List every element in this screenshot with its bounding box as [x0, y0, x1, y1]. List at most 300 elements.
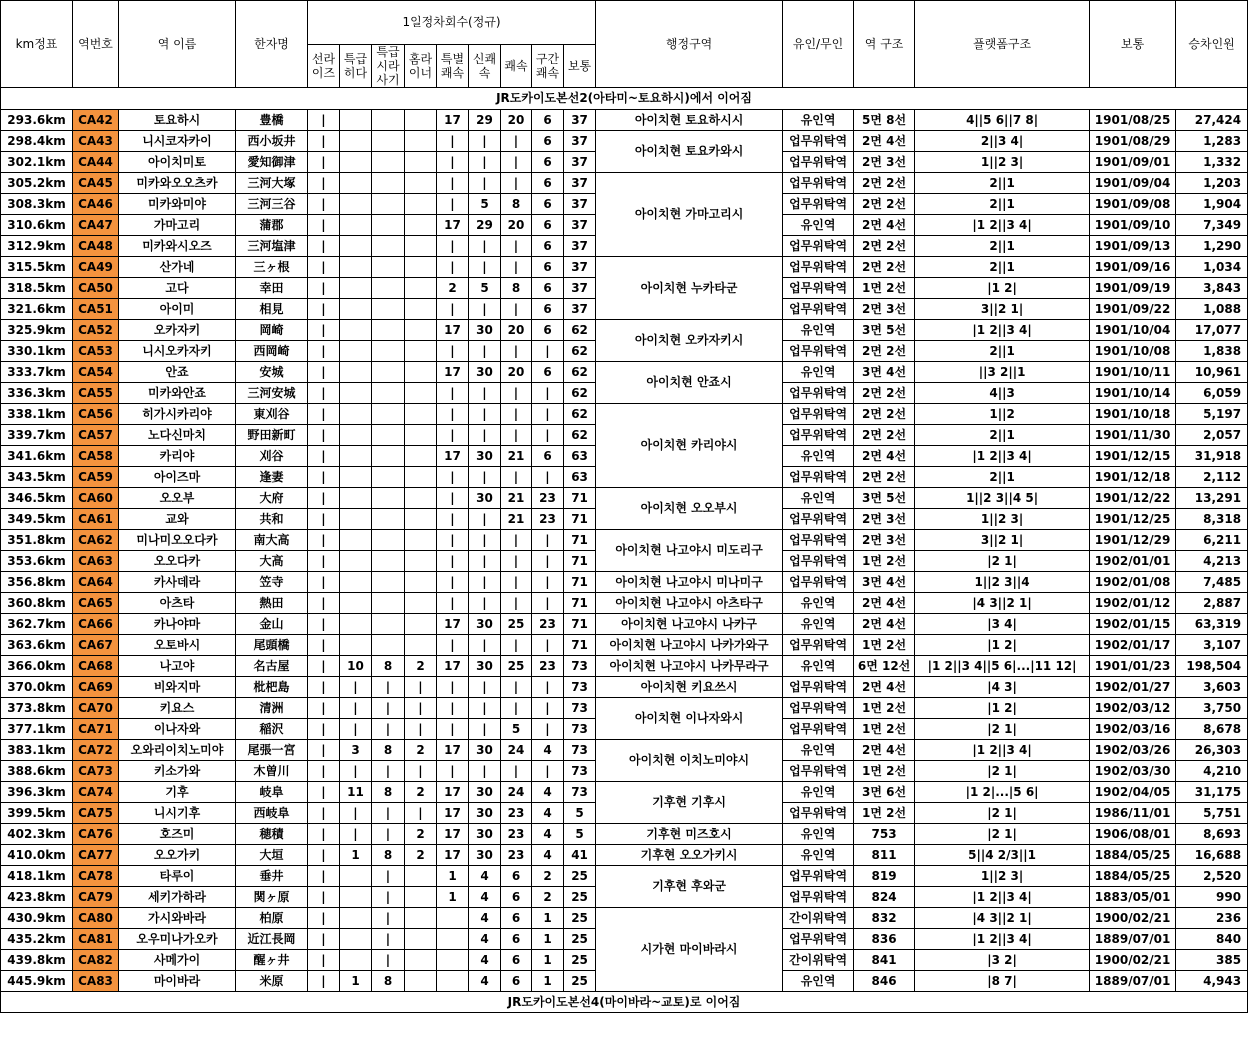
stop-count: 6 — [532, 152, 564, 173]
stop-count: | — [308, 320, 340, 341]
ridership: 840 — [1176, 929, 1248, 950]
opened-date: 1902/01/17 — [1090, 635, 1176, 656]
admin-area: 아이치현 안죠시 — [596, 362, 783, 404]
platform-layout: 2||1 — [915, 236, 1090, 257]
stop-count — [340, 509, 372, 530]
station-hanja: 蒲郡 — [236, 215, 308, 236]
stop-count — [372, 635, 405, 656]
stop-count: | — [308, 173, 340, 194]
section-top-note: JR도카이도본선2(아타미~토요하시)에서 이어짐 — [1, 88, 1248, 110]
stop-count — [405, 215, 437, 236]
station-hanja: 三ヶ根 — [236, 257, 308, 278]
stop-count — [372, 152, 405, 173]
stop-count — [340, 299, 372, 320]
stop-count — [405, 404, 437, 425]
stop-count: | — [469, 404, 501, 425]
stop-count — [372, 488, 405, 509]
station-code: CA61 — [73, 509, 119, 530]
stop-count: 4 — [469, 908, 501, 929]
stop-count: 6 — [532, 236, 564, 257]
station-row — [1, 677, 1248, 698]
ridership: 4,943 — [1176, 971, 1248, 992]
stop-count: | — [308, 677, 340, 698]
km-cell: 305.2km — [1, 173, 73, 194]
station-row — [1, 656, 1248, 677]
station-hanja: 三河大塚 — [236, 173, 308, 194]
station-hanja: 岐阜 — [236, 782, 308, 803]
station-name: 히가시카리야 — [119, 404, 236, 425]
ridership: 990 — [1176, 887, 1248, 908]
platform-layout: 1||2 3| — [915, 866, 1090, 887]
station-row — [1, 698, 1248, 719]
station-hanja: 垂井 — [236, 866, 308, 887]
stop-count: | — [532, 467, 564, 488]
stop-count: | — [469, 173, 501, 194]
stop-count: | — [437, 488, 469, 509]
station-code: CA60 — [73, 488, 119, 509]
admin-area: 시가현 마이바라시 — [596, 908, 783, 992]
station-name: 고다 — [119, 278, 236, 299]
platform-layout: 1||2 3||4 — [915, 572, 1090, 593]
station-code: CA69 — [73, 677, 119, 698]
stop-count — [340, 572, 372, 593]
stop-count — [405, 551, 437, 572]
km-cell: 325.9km — [1, 320, 73, 341]
staffed-type: 유인역 — [783, 656, 854, 677]
stop-count — [372, 173, 405, 194]
stop-count: 5 — [469, 278, 501, 299]
stop-count: | — [469, 677, 501, 698]
stop-count: 37 — [564, 194, 596, 215]
stop-count: 62 — [564, 320, 596, 341]
platform-layout: 4||5 6||7 8| — [915, 110, 1090, 131]
stop-count: 37 — [564, 173, 596, 194]
stop-count — [340, 278, 372, 299]
platform-layout: |1 2||3 4| — [915, 887, 1090, 908]
stop-count — [405, 278, 437, 299]
km-cell: 298.4km — [1, 131, 73, 152]
station-hanja: 醒ヶ井 — [236, 950, 308, 971]
ridership: 5,751 — [1176, 803, 1248, 824]
stop-count — [405, 425, 437, 446]
stop-count: | — [501, 530, 532, 551]
station-name: 미카와안죠 — [119, 383, 236, 404]
stop-count — [405, 887, 437, 908]
station-structure: 3면 4선 — [854, 572, 915, 593]
stop-count: 30 — [469, 656, 501, 677]
stop-count: | — [340, 677, 372, 698]
station-hanja: 尾頭橋 — [236, 635, 308, 656]
header-stop-type: 쾌속 — [501, 45, 532, 88]
station-name: 가시와바라 — [119, 908, 236, 929]
ridership: 1,290 — [1176, 236, 1248, 257]
station-code: CA64 — [73, 572, 119, 593]
stop-count — [437, 908, 469, 929]
stop-count: 2 — [405, 656, 437, 677]
stop-count: | — [469, 236, 501, 257]
stop-count — [372, 509, 405, 530]
staffed-type: 업무위탁역 — [783, 173, 854, 194]
station-structure: 824 — [854, 887, 915, 908]
stop-count — [437, 929, 469, 950]
stop-count: | — [532, 761, 564, 782]
km-cell: 383.1km — [1, 740, 73, 761]
station-row — [1, 131, 1248, 152]
admin-area: 아이치현 나고야시 미도리구 — [596, 530, 783, 572]
station-hanja: 岡崎 — [236, 320, 308, 341]
stop-count: | — [469, 551, 501, 572]
station-structure: 811 — [854, 845, 915, 866]
stop-count: | — [372, 929, 405, 950]
stop-count: 71 — [564, 635, 596, 656]
stop-count: | — [469, 761, 501, 782]
opened-date: 1901/12/29 — [1090, 530, 1176, 551]
opened-date: 1901/09/22 — [1090, 299, 1176, 320]
stop-count: 8 — [501, 278, 532, 299]
stop-count: | — [308, 530, 340, 551]
stop-count: 1 — [532, 971, 564, 992]
station-code: CA48 — [73, 236, 119, 257]
opened-date: 1901/10/18 — [1090, 404, 1176, 425]
station-hanja: 西岡崎 — [236, 341, 308, 362]
stop-count: 8 — [372, 971, 405, 992]
stop-count: 37 — [564, 278, 596, 299]
stop-count: | — [372, 950, 405, 971]
stop-count — [372, 383, 405, 404]
stop-count: | — [308, 341, 340, 362]
platform-layout: |3 2| — [915, 950, 1090, 971]
station-code: CA44 — [73, 152, 119, 173]
station-hanja: 関ヶ原 — [236, 887, 308, 908]
stop-count — [340, 530, 372, 551]
km-cell: 363.6km — [1, 635, 73, 656]
stop-count: 17 — [437, 446, 469, 467]
station-name: 미카와시오즈 — [119, 236, 236, 257]
staffed-type: 업무위탁역 — [783, 341, 854, 362]
stop-count: 17 — [437, 740, 469, 761]
platform-layout: 2||1 — [915, 467, 1090, 488]
station-structure: 5면 8선 — [854, 110, 915, 131]
stop-count: 30 — [469, 446, 501, 467]
stop-count: 62 — [564, 425, 596, 446]
platform-layout: 3||2 1| — [915, 299, 1090, 320]
station-name: 오토바시 — [119, 635, 236, 656]
stop-count: | — [405, 803, 437, 824]
stop-count — [372, 194, 405, 215]
stop-count: | — [437, 530, 469, 551]
stop-count: | — [308, 278, 340, 299]
stop-count — [340, 341, 372, 362]
station-structure: 1면 2선 — [854, 761, 915, 782]
km-cell: 373.8km — [1, 698, 73, 719]
stop-count — [405, 635, 437, 656]
ridership: 3,107 — [1176, 635, 1248, 656]
header-km: km정표 — [1, 1, 73, 88]
station-structure: 846 — [854, 971, 915, 992]
stop-count: 73 — [564, 719, 596, 740]
stop-count: 73 — [564, 698, 596, 719]
opened-date: 1902/01/27 — [1090, 677, 1176, 698]
station-code: CA72 — [73, 740, 119, 761]
km-cell: 343.5km — [1, 467, 73, 488]
stop-count — [340, 488, 372, 509]
stop-count: 24 — [501, 782, 532, 803]
stop-count — [340, 866, 372, 887]
stop-count: | — [437, 173, 469, 194]
staffed-type: 업무위탁역 — [783, 572, 854, 593]
stop-count — [340, 929, 372, 950]
ridership: 236 — [1176, 908, 1248, 929]
opened-date: 1902/03/16 — [1090, 719, 1176, 740]
stop-count: | — [405, 698, 437, 719]
ridership: 17,077 — [1176, 320, 1248, 341]
platform-layout: |1 2| — [915, 635, 1090, 656]
header-riders: 승차인원 — [1176, 1, 1248, 88]
stop-count — [372, 551, 405, 572]
ridership: 8,678 — [1176, 719, 1248, 740]
stop-count: | — [437, 761, 469, 782]
station-name: 아이치미토 — [119, 152, 236, 173]
ridership: 27,424 — [1176, 110, 1248, 131]
stop-count: 20 — [501, 362, 532, 383]
station-structure: 3면 5선 — [854, 488, 915, 509]
stop-count: | — [372, 698, 405, 719]
stop-count: | — [501, 404, 532, 425]
stop-count: | — [437, 152, 469, 173]
station-structure: 2면 3선 — [854, 509, 915, 530]
admin-area: 기후현 미즈호시 — [596, 824, 783, 845]
station-structure: 1면 2선 — [854, 551, 915, 572]
stop-count — [405, 866, 437, 887]
stop-count: 63 — [564, 467, 596, 488]
stop-count: | — [308, 152, 340, 173]
ridership: 3,843 — [1176, 278, 1248, 299]
staffed-type: 유인역 — [783, 824, 854, 845]
station-code: CA66 — [73, 614, 119, 635]
stop-count: | — [501, 698, 532, 719]
admin-area: 아이치현 토요하시시 — [596, 110, 783, 131]
station-name: 기후 — [119, 782, 236, 803]
km-cell: 353.6km — [1, 551, 73, 572]
platform-layout: |2 1| — [915, 803, 1090, 824]
stop-count: 6 — [501, 887, 532, 908]
station-name: 마이바라 — [119, 971, 236, 992]
stop-count: 21 — [501, 446, 532, 467]
admin-area: 아이치현 나고야시 나카구 — [596, 614, 783, 635]
stop-count: 23 — [501, 803, 532, 824]
stop-count: | — [532, 593, 564, 614]
stop-count: | — [308, 929, 340, 950]
stop-count: | — [372, 803, 405, 824]
stop-count — [340, 320, 372, 341]
km-cell: 308.3km — [1, 194, 73, 215]
opened-date: 1902/03/30 — [1090, 761, 1176, 782]
admin-area: 아이치현 나고야시 나카무라구 — [596, 656, 783, 677]
stop-count: | — [340, 698, 372, 719]
staffed-type: 유인역 — [783, 614, 854, 635]
ridership: 1,904 — [1176, 194, 1248, 215]
admin-area: 아이치현 키요쓰시 — [596, 677, 783, 698]
station-name: 키요스 — [119, 698, 236, 719]
stop-count — [372, 236, 405, 257]
opened-date: 1901/09/08 — [1090, 194, 1176, 215]
staffed-type: 업무위탁역 — [783, 152, 854, 173]
station-hanja: 名古屋 — [236, 656, 308, 677]
stop-count: | — [532, 383, 564, 404]
stop-count: 73 — [564, 761, 596, 782]
platform-layout: |1 2|...|5 6| — [915, 782, 1090, 803]
station-hanja: 相見 — [236, 299, 308, 320]
stop-count: 6 — [532, 320, 564, 341]
station-code: CA82 — [73, 950, 119, 971]
staffed-type: 업무위탁역 — [783, 467, 854, 488]
stop-count: | — [501, 551, 532, 572]
station-structure: 2면 4선 — [854, 677, 915, 698]
stop-count: | — [437, 425, 469, 446]
stop-count — [405, 341, 437, 362]
km-cell: 402.3km — [1, 824, 73, 845]
km-cell: 370.0km — [1, 677, 73, 698]
station-code: CA62 — [73, 530, 119, 551]
stop-count: 23 — [501, 845, 532, 866]
stop-count: 37 — [564, 299, 596, 320]
stop-count — [340, 887, 372, 908]
stop-count: 6 — [501, 866, 532, 887]
staffed-type: 유인역 — [783, 782, 854, 803]
admin-area: 아이치현 나고야시 나카가와구 — [596, 635, 783, 656]
station-name: 세키가하라 — [119, 887, 236, 908]
stop-count: 8 — [372, 656, 405, 677]
stop-count: | — [469, 698, 501, 719]
platform-layout: 3||2 1| — [915, 530, 1090, 551]
opened-date: 1900/02/21 — [1090, 908, 1176, 929]
km-cell: 315.5km — [1, 257, 73, 278]
stop-count: 6 — [532, 173, 564, 194]
station-hanja: 枇杷島 — [236, 677, 308, 698]
station-code: CA68 — [73, 656, 119, 677]
header-stop-type: 홈라이너 — [405, 45, 437, 88]
staffed-type: 업무위탁역 — [783, 299, 854, 320]
stop-count: | — [469, 152, 501, 173]
stop-count: | — [308, 572, 340, 593]
ridership: 63,319 — [1176, 614, 1248, 635]
staffed-type: 업무위탁역 — [783, 866, 854, 887]
stop-count: | — [308, 446, 340, 467]
staffed-type: 유인역 — [783, 110, 854, 131]
stop-count: 4 — [532, 845, 564, 866]
station-code: CA74 — [73, 782, 119, 803]
stop-count — [340, 425, 372, 446]
stop-count — [340, 635, 372, 656]
stop-count: 25 — [564, 950, 596, 971]
ridership: 6,211 — [1176, 530, 1248, 551]
station-structure: 2면 2선 — [854, 236, 915, 257]
stop-count: 17 — [437, 614, 469, 635]
stop-count — [372, 362, 405, 383]
stop-count: | — [308, 635, 340, 656]
stop-count: | — [501, 152, 532, 173]
ridership: 8,693 — [1176, 824, 1248, 845]
stop-count: | — [372, 887, 405, 908]
stop-count: | — [469, 383, 501, 404]
station-hanja: 西岐阜 — [236, 803, 308, 824]
stop-count — [405, 467, 437, 488]
station-code: CA71 — [73, 719, 119, 740]
stop-count — [405, 194, 437, 215]
station-row — [1, 845, 1248, 866]
stop-count: 37 — [564, 131, 596, 152]
stop-count: 63 — [564, 446, 596, 467]
stop-count: | — [469, 425, 501, 446]
opened-date: 1889/07/01 — [1090, 929, 1176, 950]
station-name: 오오다카 — [119, 551, 236, 572]
station-name: 오오부 — [119, 488, 236, 509]
stop-count: | — [308, 761, 340, 782]
staffed-type: 업무위탁역 — [783, 551, 854, 572]
station-name: 카리야 — [119, 446, 236, 467]
opened-date: 1901/01/23 — [1090, 656, 1176, 677]
km-cell: 360.8km — [1, 593, 73, 614]
station-row — [1, 572, 1248, 593]
station-code: CA56 — [73, 404, 119, 425]
staffed-type: 업무위탁역 — [783, 635, 854, 656]
stop-count: 20 — [501, 320, 532, 341]
platform-layout: 1||2 3| — [915, 152, 1090, 173]
stop-count: 1 — [437, 887, 469, 908]
stop-count: | — [308, 194, 340, 215]
stop-count: 17 — [437, 845, 469, 866]
station-code: CA49 — [73, 257, 119, 278]
staffed-type: 유인역 — [783, 593, 854, 614]
station-code: CA59 — [73, 467, 119, 488]
staffed-type: 업무위탁역 — [783, 194, 854, 215]
station-name: 가마고리 — [119, 215, 236, 236]
station-name: 이나자와 — [119, 719, 236, 740]
staffed-type: 업무위탁역 — [783, 530, 854, 551]
staffed-type: 유인역 — [783, 488, 854, 509]
stop-count: 73 — [564, 740, 596, 761]
stop-count: 23 — [532, 656, 564, 677]
stop-count: 30 — [469, 782, 501, 803]
staffed-type: 업무위탁역 — [783, 383, 854, 404]
stop-count: | — [308, 257, 340, 278]
stop-count: 25 — [564, 866, 596, 887]
header-staffed: 유인/무인 — [783, 1, 854, 88]
staffed-type: 업무위탁역 — [783, 719, 854, 740]
ridership: 1,034 — [1176, 257, 1248, 278]
ridership: 16,688 — [1176, 845, 1248, 866]
stop-count: 6 — [532, 257, 564, 278]
platform-layout: |1 2||3 4| — [915, 929, 1090, 950]
stop-count — [405, 173, 437, 194]
station-code: CA81 — [73, 929, 119, 950]
station-row — [1, 257, 1248, 278]
platform-layout: |4 3||2 1| — [915, 908, 1090, 929]
stop-count — [405, 152, 437, 173]
platform-layout: |1 2||3 4| — [915, 446, 1090, 467]
stop-count: | — [308, 950, 340, 971]
station-row — [1, 530, 1248, 551]
stop-count: 71 — [564, 509, 596, 530]
station-code: CA51 — [73, 299, 119, 320]
stop-count — [340, 404, 372, 425]
stop-count: | — [308, 803, 340, 824]
station-hanja: 穂積 — [236, 824, 308, 845]
stop-count: | — [437, 593, 469, 614]
station-hanja: 大府 — [236, 488, 308, 509]
header-code: 역번호 — [73, 1, 119, 88]
admin-area: 아이치현 나고야시 미나미구 — [596, 572, 783, 593]
